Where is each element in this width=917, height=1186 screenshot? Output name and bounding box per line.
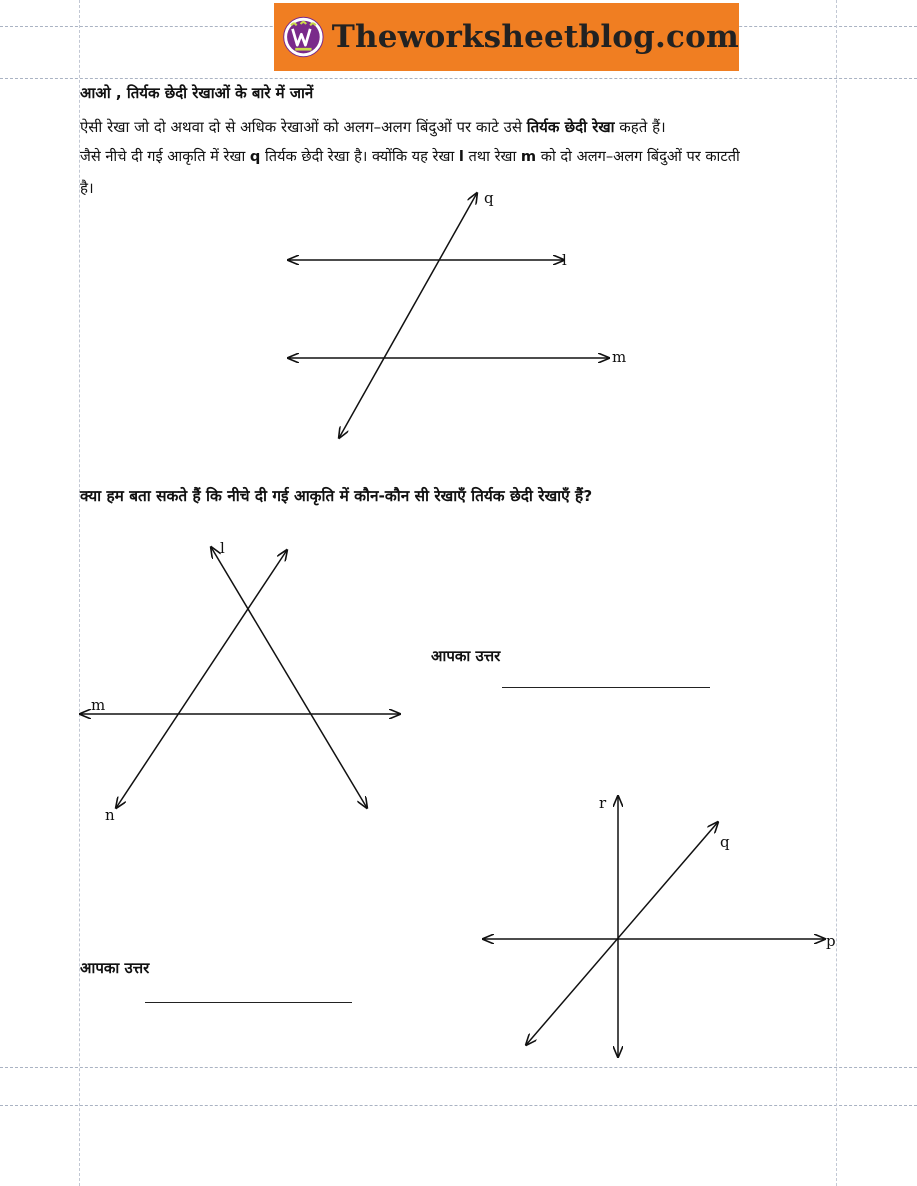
definition-part-1: ऐसी रेखा जो दो अथवा दो से अधिक रेखाओं को अलग–अलग बिंदुओं पर काटे उसे	[80, 118, 527, 136]
figure2-line-n	[116, 550, 287, 808]
figure2-label-m: m	[91, 696, 106, 714]
figure2-label-l: l	[220, 539, 225, 557]
example-part-c: तथा रेखा	[463, 148, 521, 165]
answer-label-2: आपका उत्तर	[80, 959, 150, 977]
figure1-label-m: m	[612, 348, 627, 366]
figure1-line-q	[339, 193, 477, 438]
figure2-line-l	[211, 547, 367, 808]
figure3-label-p: p	[826, 932, 836, 950]
example-part-d: को दो अलग–अलग बिंदुओं पर काटती	[536, 148, 740, 165]
definition-term: तिर्यक छेदी रेखा	[526, 118, 615, 136]
example-m: m	[520, 148, 537, 165]
logo-text: Theworksheetblog.com	[331, 19, 739, 55]
figure3-line-q	[526, 822, 718, 1045]
figure1-label-q: q	[484, 189, 494, 207]
example-text-continued: है।	[80, 179, 94, 197]
figure1-label-l: l	[562, 251, 567, 269]
definition-part-2: कहते हैं।	[614, 118, 666, 136]
example-q: q	[249, 148, 261, 165]
section-heading: आओ , तिर्यक छेदी रेखाओं के बारे में जानें	[80, 84, 314, 102]
figure-2	[80, 539, 400, 824]
answer-field-1[interactable]	[502, 687, 710, 688]
example-l: l	[458, 148, 464, 165]
figure3-label-r: r	[599, 794, 607, 812]
figure-1	[288, 189, 626, 438]
example-part-b: तिर्यक छेदी रेखा है। क्योंकि यह रेखा	[260, 148, 459, 165]
figure2-label-n: n	[105, 806, 115, 824]
figure-3	[483, 794, 836, 1057]
answer-field-2[interactable]	[145, 1002, 352, 1003]
figure3-label-q: q	[720, 833, 730, 851]
example-part-a: जैसे नीचे दी गई आकृति में रेखा	[80, 148, 250, 165]
question-text: क्या हम बता सकते हैं कि नीचे दी गई आकृति में कौन-कौन सी रेखाएँ तिर्यक छेदी रेखाएँ हैं?	[80, 487, 593, 505]
answer-label-1: आपका उत्तर	[431, 647, 501, 665]
